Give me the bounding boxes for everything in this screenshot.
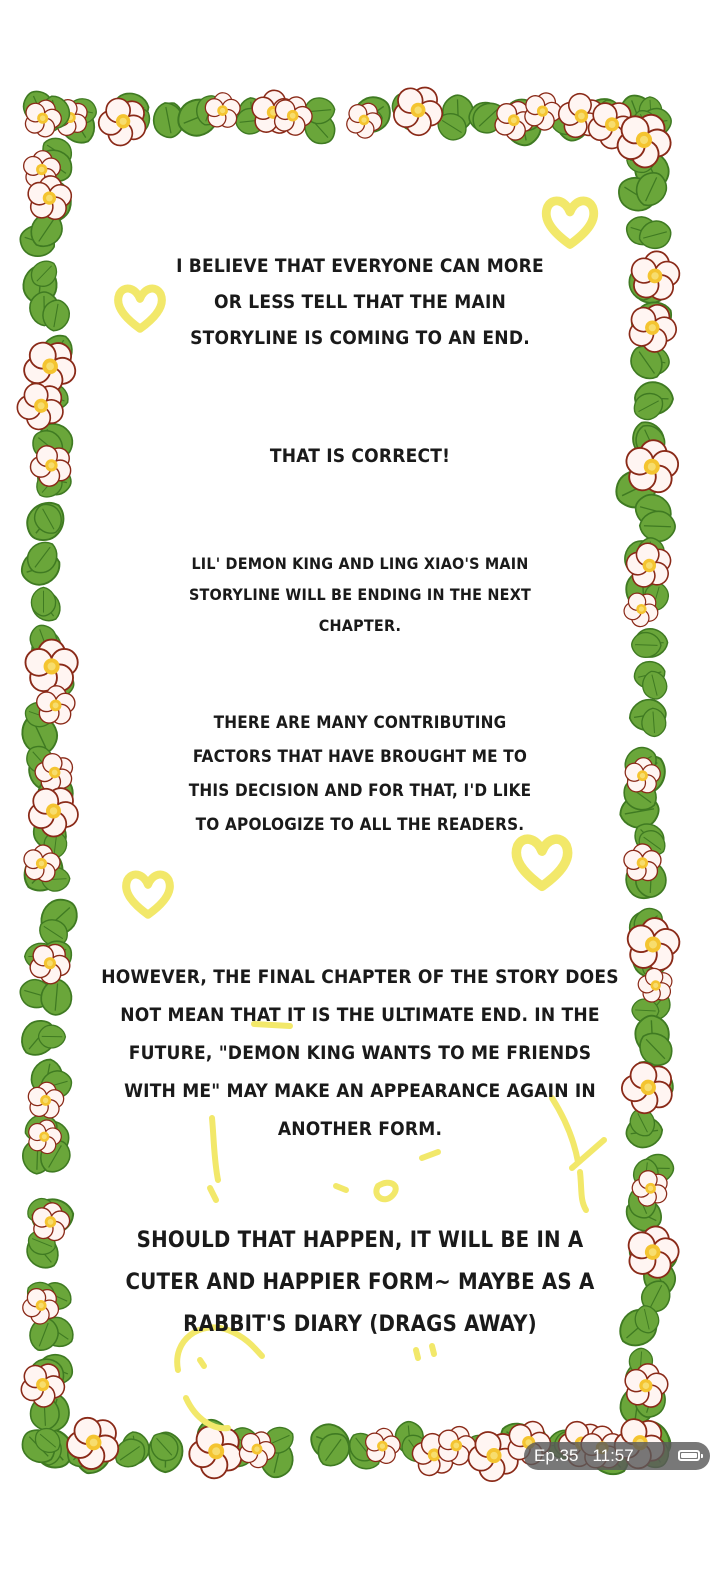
note-paragraph-3: LIL' DEMON KING AND LING XIAO'S MAIN STORYLINE WILL BE ENDING IN THE NEXT CHAPTER.	[188, 554, 532, 635]
clock-time: 11:57	[592, 1446, 634, 1465]
note-paragraph-5: HOWEVER, THE FINAL CHAPTER OF THE STORY DOES NOT MEAN THAT IT IS THE ULTIMATE END. IN THE FUTURE, "DEMON KING WANTS TO ME FRIENDS WITH ME" MAY MAKE AN APPEARANCE AGAIN IN ANOTHER FORM.	[101, 966, 619, 1140]
note-paragraph-1: I BELIEVE THAT EVERYONE CAN MORE OR LESS TELL THAT THE MAIN STORYLINE IS COMING TO AN END.	[176, 255, 544, 349]
note-paragraph-4: THERE ARE MANY CONTRIBUTING FACTORS THAT HAVE BROUGHT ME TO THIS DECISION AND FOR THAT, I'D LIKE TO APOLOGIZE TO ALL THE READERS.	[188, 713, 532, 835]
note-paragraph-2: THAT IS CORRECT!	[269, 445, 451, 467]
note-paragraph-6: SHOULD THAT HAPPEN, IT WILL BE IN A CUTER AND HAPPIER FORM~ MAYBE AS A RABBIT'S DIARY (DRAGS AWAY)	[125, 1228, 595, 1337]
battery-icon	[678, 1450, 700, 1461]
episode-label: Ep.35	[534, 1446, 579, 1465]
reader-status-pill	[524, 1442, 710, 1470]
